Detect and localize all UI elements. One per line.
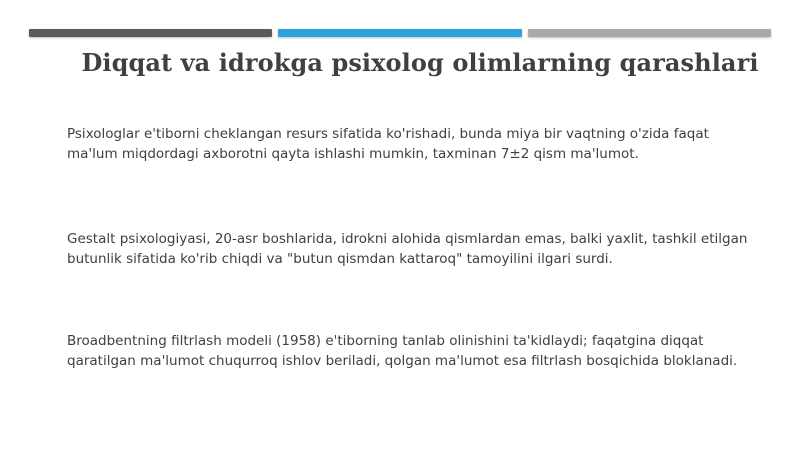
top-accent-bar-dark xyxy=(29,29,272,37)
slide-title: Diqqat va idrokga psixolog olimlarning qarashlari xyxy=(81,48,759,77)
paragraph-attention-resource: Psixologlar e'tiborni cheklangan resurs sifatida ko'rishadi, bunda miya bir vaqtning o'zida faqat ma'lum miqdordagi axborotni qayta ishlashi mumkin, taxminan 7±2 qism ma'lumot. xyxy=(67,126,709,162)
top-accent-bar-blue xyxy=(278,29,522,37)
paragraph-broadbent: Broadbentning filtrlash modeli (1958) e'tiborning tanlab olinishini ta'kidlaydi; faqatgina diqqat qaratilgan ma'lumot chuqurroq ishlov beriladi, qolgan ma'lumot esa filtrlash bosqichida bloklanadi. xyxy=(67,333,738,369)
paragraph-gestalt: Gestalt psixologiyasi, 20-asr boshlarida, idrokni alohida qismlardan emas, balki yaxlit, tashkil etilgan butunlik sifatida ko'rib chiqdi va "butun qismdan kattaroq" tamoyilini ilgari surdi. xyxy=(67,231,748,267)
top-accent-bar-gray xyxy=(528,29,771,37)
